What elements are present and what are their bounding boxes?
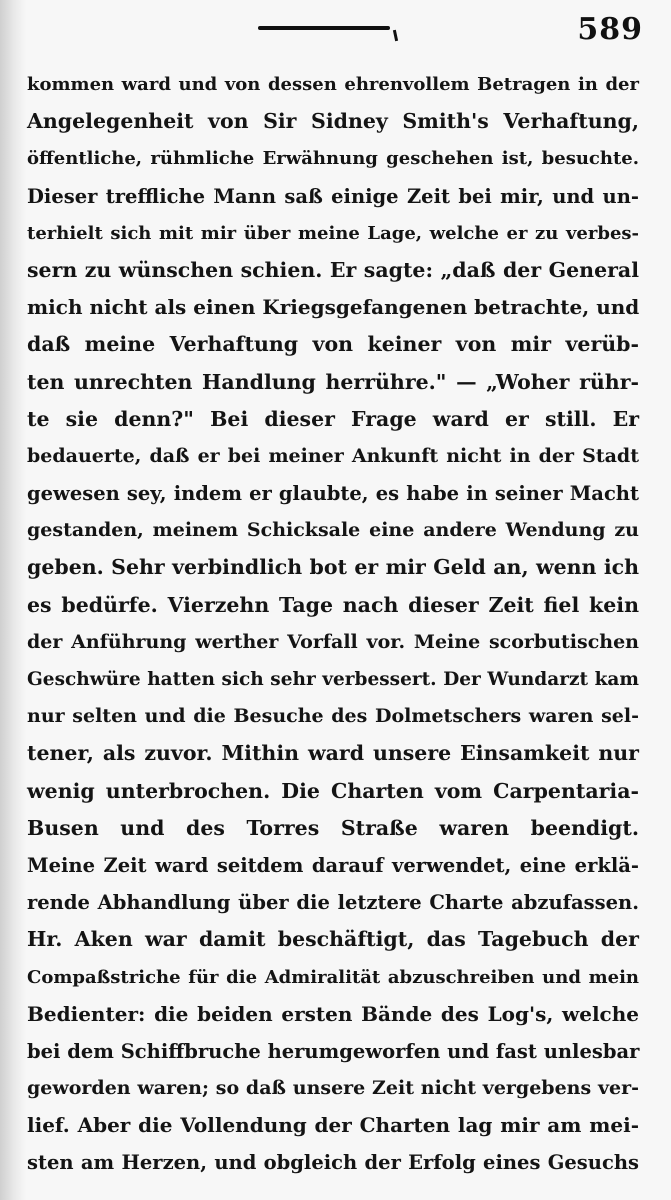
text-line: Hr. Aken war damit beschäftigt, das Tagebuch der xyxy=(27,927,639,952)
text-line: nur selten und die Besuche des Dolmetschers waren sel- xyxy=(27,705,639,728)
text-line: Angelegenheit von Sir Sidney Smith's Verhaftung, xyxy=(27,109,639,134)
text-line: Busen und des Torres Straße waren beendigt. xyxy=(27,815,639,840)
text-line: Meine Zeit ward seitdem darauf verwendet, eine erklä- xyxy=(27,853,639,877)
text-line: öffentliche, rühmliche Erwähnung geschehen ist, besuchte. xyxy=(27,148,639,170)
text-line: es bedürfe. Vierzehn Tage nach dieser Zeit fiel kein xyxy=(27,592,639,617)
text-line: tener, als zuvor. Mithin ward unsere Einsamkeit nur xyxy=(27,741,639,766)
text-line: geworden waren; so daß unsere Zeit nicht vergebens ver- xyxy=(27,1077,639,1100)
page-number: 589 xyxy=(577,12,643,47)
text-line: Compaßstriche für die Admiralität abzuschreiben und mein xyxy=(27,966,639,988)
text-line: rende Abhandlung über die letztere Charte abzufassen. xyxy=(27,891,639,915)
text-line: bedauerte, daß er bei meiner Ankunft nicht in der Stadt xyxy=(27,444,639,467)
text-line: sten am Herzen, und obgleich der Erfolg eines Gesuchs xyxy=(27,1151,639,1175)
text-line: lief. Aber die Vollendung der Charten lag mir am mei- xyxy=(27,1113,639,1138)
text-line: Bedienter: die beiden ersten Bände des Log's, welche xyxy=(27,1001,639,1026)
text-line: bei dem Schiffbruche herumgeworfen und fast unlesbar xyxy=(27,1039,640,1063)
text-line: mich nicht als einen Kriegsgefangenen betrachte, und xyxy=(27,295,640,320)
text-line: Dieser treffliche Mann saß einige Zeit bei mir, und un- xyxy=(27,184,639,208)
text-line: ten unrechten Handlung herrühre." — „Woher rühr- xyxy=(27,369,639,394)
text-line: gestanden, meinem Schicksale eine andere Wendung zu xyxy=(27,519,639,542)
text-line: Geschwüre hatten sich sehr verbessert. Der Wundarzt kam xyxy=(27,669,639,690)
text-line: sern zu wünschen schien. Er sagte: „daß der General xyxy=(27,257,639,282)
text-line: te sie denn?" Bei dieser Frage ward er still. Er xyxy=(27,406,639,431)
header-rule-mark xyxy=(393,30,398,41)
header-rule xyxy=(258,26,390,30)
text-line: geben. Sehr verbindlich bot er mir Geld an, wenn ich xyxy=(27,555,639,580)
text-line: daß meine Verhaftung von keiner von mir verüb- xyxy=(27,332,639,357)
text-line: terhielt sich mit mir über meine Lage, welche er zu verbes- xyxy=(27,222,639,244)
body-text xyxy=(27,66,639,1182)
page-gutter-shadow xyxy=(0,0,26,1200)
text-line: der Anführung werther Vorfall vor. Meine scorbutischen xyxy=(27,630,639,653)
text-line: kommen ward und von dessen ehrenvollem Betragen in der xyxy=(27,74,639,95)
text-line: gewesen sey, indem er glaubte, es habe in seiner Macht xyxy=(27,482,639,506)
text-line: wenig unterbrochen. Die Charten vom Carpentaria- xyxy=(27,778,639,803)
